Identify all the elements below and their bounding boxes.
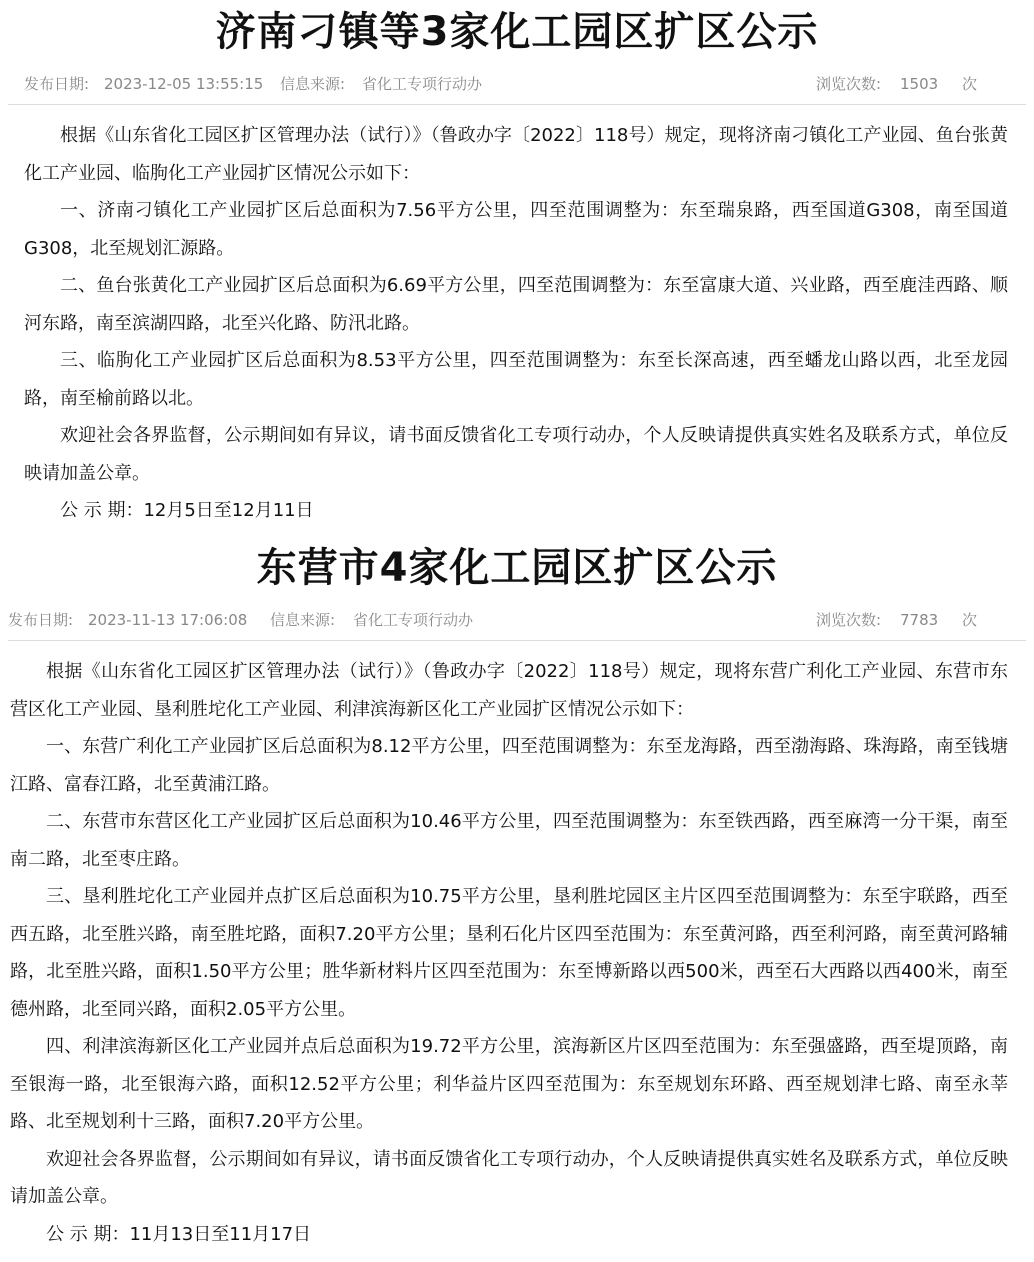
publish-date: 2023-12-05 13:55:15 xyxy=(104,75,264,93)
notice-period: 公 示 期：12月5日至12月11日 xyxy=(60,500,314,521)
article-meta xyxy=(0,600,1034,640)
article-body xyxy=(0,641,1034,1253)
article-title: 东营市4家化工园区扩区公示 xyxy=(256,545,778,591)
announcement-article-1 xyxy=(0,0,1034,530)
paragraph: 根据《山东省化工园区扩区管理办法（试行）》（鲁政办字〔2022〕118号）规定，现将济南刁镇化工产业园、鱼台张黄化工产业园、临朐化工产业园扩区情况公示如下： xyxy=(24,125,1008,184)
paragraph: 二、东营市东营区化工产业园扩区后总面积为10.46平方公里，四至范围调整为：东至铁西路，西至麻湾一分干渠，南至南二路，北至枣庄路。 xyxy=(10,811,1008,870)
paragraph: 四、利津滨海新区化工产业园并点后总面积为19.72平方公里，滨海新区片区四至范围为：东至强盛路，西至堤顶路，南至银海一路，北至银海六路，面积12.52平方公里；利华益片区四至范围为：东至规划东环路、西至规划津七路、南至永莘路、北至规划利十三路，面积7.20平方公里。 xyxy=(10,1036,1008,1132)
article-body xyxy=(0,105,1034,530)
paragraph: 二、鱼台张黄化工产业园扩区后总面积为6.69平方公里，四至范围调整为：东至富康大道、兴业路，西至鹿洼西路、顺河东路，南至滨湖四路，北至兴化路、防汛北路。 xyxy=(24,275,1008,334)
views-count: 7783 xyxy=(900,611,939,629)
views-unit: 次 xyxy=(962,611,978,629)
source-value: 省化工专项行动办 xyxy=(353,611,474,629)
views-label: 浏览次数: xyxy=(816,75,882,93)
paragraph: 三、临朐化工产业园扩区后总面积为8.53平方公里，四至范围调整为：东至长深高速，西至蟠龙山路以西，北至龙园路，南至榆前路以北。 xyxy=(24,350,1008,409)
views-label: 浏览次数: xyxy=(816,611,882,629)
views-count: 1503 xyxy=(900,75,939,93)
views-unit: 次 xyxy=(962,75,978,93)
paragraph: 一、济南刁镇化工产业园扩区后总面积为7.56平方公里，四至范围调整为：东至瑞泉路，西至国道G308，南至国道G308，北至规划汇源路。 xyxy=(24,200,1008,259)
paragraph: 根据《山东省化工园区扩区管理办法（试行）》（鲁政办字〔2022〕118号）规定，现将东营广利化工产业园、东营市东营区化工产业园、垦利胜坨化工产业园、利津滨海新区化工产业园扩区情况公示如下： xyxy=(10,661,1008,720)
paragraph: 一、东营广利化工产业园扩区后总面积为8.12平方公里，四至范围调整为：东至龙海路，西至渤海路、珠海路，南至钱塘江路、富春江路，北至黄浦江路。 xyxy=(10,736,1008,795)
publish-date-label: 发布日期: xyxy=(24,75,90,93)
announcement-article-2 xyxy=(0,536,1034,1253)
source-label: 信息来源: xyxy=(280,75,346,93)
article-title: 济南刁镇等3家化工园区扩区公示 xyxy=(215,9,819,55)
paragraph: 三、垦利胜坨化工产业园并点扩区后总面积为10.75平方公里，垦利胜坨园区主片区四至范围调整为：东至宇联路，西至西五路，北至胜兴路，南至胜坨路，面积7.20平方公里；垦利石化片区四至范围为：东至黄河路，西至利河路，南至黄河路辅路，北至胜兴路，面积1.50平方公里；胜华新材料片区四至范围为：东至博新路以西500米，西至石大西路以西400米，南至德州路，北至同兴路，面积2.05平方公里。 xyxy=(10,886,1008,1020)
source-label: 信息来源: xyxy=(270,611,336,629)
paragraph: 欢迎社会各界监督，公示期间如有异议，请书面反馈省化工专项行动办，个人反映请提供真实姓名及联系方式，单位反映请加盖公章。 xyxy=(10,1148,1008,1207)
article-meta xyxy=(0,64,1034,104)
publish-date-label: 发布日期: xyxy=(8,611,74,629)
publish-date: 2023-11-13 17:06:08 xyxy=(88,611,248,629)
source-value: 省化工专项行动办 xyxy=(362,75,483,93)
paragraph: 欢迎社会各界监督，公示期间如有异议，请书面反馈省化工专项行动办，个人反映请提供真实姓名及联系方式，单位反映请加盖公章。 xyxy=(24,425,1008,484)
notice-period: 公 示 期：11月13日至11月17日 xyxy=(46,1223,312,1245)
